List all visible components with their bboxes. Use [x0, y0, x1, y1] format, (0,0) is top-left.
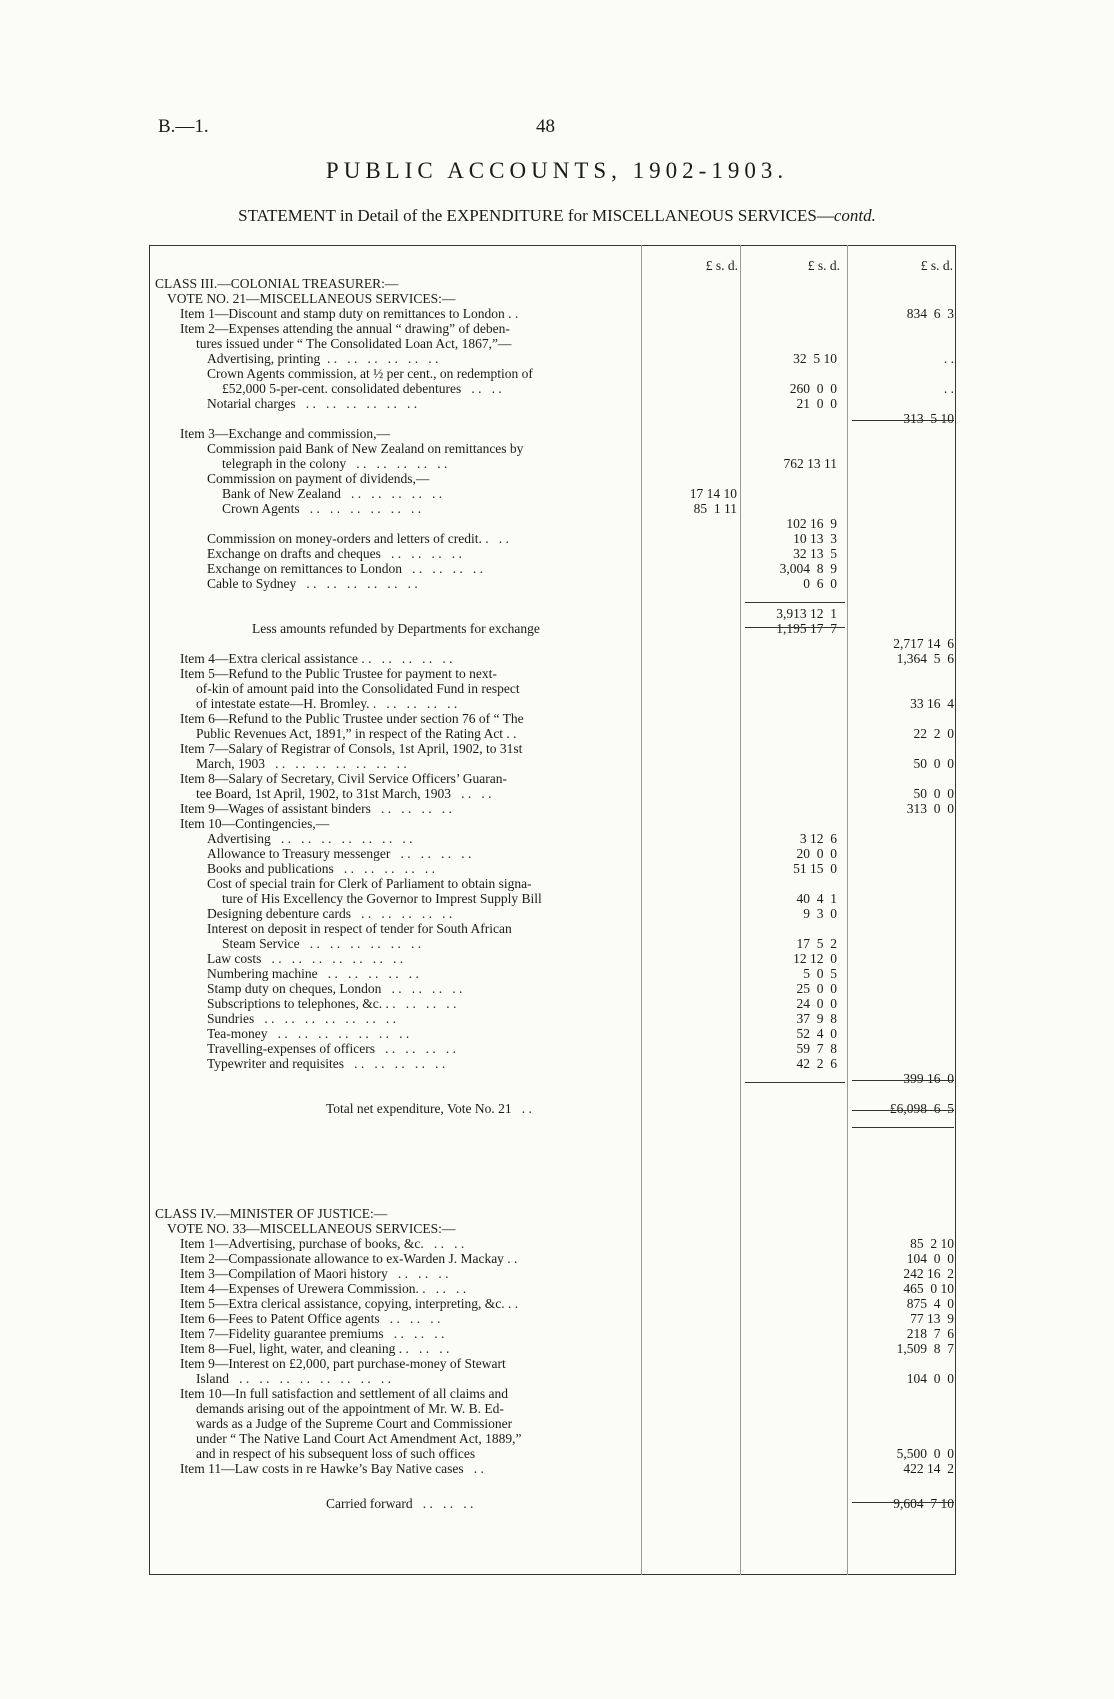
- ledger-line: demands arising out of the appointment of Mr. W. B. Ed-: [196, 1401, 504, 1416]
- amount-c3: 399 16 0: [903, 1071, 954, 1086]
- ledger-line: Exchange on remittances to London . . . . . . . .: [207, 561, 483, 576]
- amount-c2: 40 4 1: [796, 891, 837, 906]
- sum-rule: [852, 1080, 954, 1081]
- amount-c3: 33 16 4: [910, 696, 954, 711]
- amount-c2: 0 6 0: [803, 576, 837, 591]
- sum-rule: [852, 1110, 954, 1111]
- amount-c2: 102 16 9: [786, 516, 837, 531]
- amount-c2: 9 3 0: [803, 906, 837, 921]
- amount-c3: . .: [943, 381, 954, 396]
- amount-c1: 17 14 10: [689, 486, 737, 501]
- column-divider: [641, 245, 642, 1575]
- ledger-line: Exchange on drafts and cheques . . . . . . . .: [207, 546, 462, 561]
- document-code: B.—1.: [158, 116, 209, 137]
- amount-c2: 10 13 3: [793, 531, 837, 546]
- amount-c2: 42 2 6: [796, 1056, 837, 1071]
- ledger-line: VOTE NO. 21—MISCELLANEOUS SERVICES:—: [167, 291, 456, 306]
- ledger-line: Island . . . . . . . . . . . . . . . .: [196, 1371, 391, 1386]
- ledger-line: wards as a Judge of the Supreme Court and Commissioner: [196, 1416, 513, 1431]
- ledger-line: Item 7—Fidelity guarantee premiums . . . . . .: [180, 1326, 445, 1341]
- statement-subtitle: [0, 206, 1114, 226]
- ledger-line: Interest on deposit in respect of tender for South African: [207, 921, 512, 936]
- ledger-line: of intestate estate—H. Bromley. . . . . . . . . .: [196, 696, 458, 711]
- ledger-line: Item 6—Fees to Patent Office agents . . . . . .: [180, 1311, 441, 1326]
- ledger-line: Item 10—In full satisfaction and settlement of all claims and: [180, 1386, 509, 1401]
- ledger-line: under “ The Native Land Court Act Amendment Act, 1889,”: [196, 1431, 522, 1446]
- ledger-line: Item 5—Extra clerical assistance, copying, interpreting, &c. . .: [180, 1296, 519, 1311]
- ledger-line: Advertising, printing . . . . . . . . . . . .: [207, 351, 439, 366]
- amount-c3: 422 14 2: [903, 1461, 954, 1476]
- amount-c3: 50 0 0: [913, 786, 954, 801]
- ledger-line: Designing debenture cards . . . . . . . . . .: [207, 906, 453, 921]
- ledger-line: Item 9—Wages of assistant binders . . . . . . . .: [180, 801, 452, 816]
- sum-rule: [852, 420, 954, 421]
- ledger-line: Public Revenues Act, 1891,” in respect of the Rating Act . .: [196, 726, 517, 741]
- ledger-line: ture of His Excellency the Governor to Imprest Supply Bill: [222, 891, 542, 906]
- amount-c2: 17 5 2: [796, 936, 837, 951]
- ledger-line: tee Board, 1st April, 1902, to 31st March, 1903 . . . .: [196, 786, 492, 801]
- amount-c2: 20 0 0: [796, 846, 837, 861]
- amount-c3: £6,098 6 5: [889, 1101, 954, 1116]
- ledger-line: Bank of New Zealand . . . . . . . . . .: [222, 486, 443, 501]
- ledger-line: telegraph in the colony . . . . . . . . . .: [222, 456, 448, 471]
- ledger-line: tures issued under “ The Consolidated Loan Act, 1867,”—: [196, 336, 512, 351]
- amount-c1: 85 1 11: [693, 501, 737, 516]
- amount-c2: 25 0 0: [796, 981, 837, 996]
- amount-c2: 59 7 8: [796, 1041, 837, 1056]
- amount-c3: 465 0 10: [903, 1281, 954, 1296]
- sum-rule: [745, 1082, 845, 1083]
- ledger-line: Travelling-expenses of officers . . . . . . . .: [207, 1041, 456, 1056]
- ledger-line: Stamp duty on cheques, London . . . . . . . .: [207, 981, 463, 996]
- amount-c3: 834 6 3: [906, 306, 954, 321]
- ledger-line: of-kin of amount paid into the Consolidated Fund in respect: [196, 681, 520, 696]
- ledger-line: Item 4—Extra clerical assistance . . . . . . . . . .: [180, 651, 453, 666]
- amount-c2: 12 12 0: [793, 951, 837, 966]
- ledger-line: Steam Service . . . . . . . . . . . .: [222, 936, 422, 951]
- ledger-line: Item 2—Compassionate allowance to ex-Warden J. Mackay . .: [180, 1251, 518, 1266]
- ledger-line: Item 10—Contingencies,—: [180, 816, 330, 831]
- amount-c3: 77 13 9: [910, 1311, 954, 1326]
- ledger-line: Item 11—Law costs in re Hawke’s Bay Native cases . .: [180, 1461, 484, 1476]
- sum-rule: [745, 602, 845, 603]
- ledger-line: Allowance to Treasury messenger . . . . . . . .: [207, 846, 472, 861]
- ledger-line: Numbering machine . . . . . . . . . .: [207, 966, 419, 981]
- column-header-1: £ s. d.: [705, 258, 738, 273]
- amount-c2: 3,913 12 1: [776, 606, 837, 621]
- ledger-line: Commission on money-orders and letters of credit. . . .: [207, 531, 509, 546]
- ledger-line: Carried forward . . . . . .: [326, 1496, 474, 1511]
- ledger-line: and in respect of his subsequent loss of such offices: [196, 1446, 476, 1461]
- amount-c2: 24 0 0: [796, 996, 837, 1011]
- amount-c3: 875 4 0: [906, 1296, 954, 1311]
- ledger-line: Law costs . . . . . . . . . . . . . .: [207, 951, 404, 966]
- sum-rule: [852, 1502, 954, 1503]
- ledger-line: VOTE NO. 33—MISCELLANEOUS SERVICES:—: [167, 1221, 456, 1236]
- amount-c2: 3 12 6: [799, 831, 837, 846]
- ledger-line: Item 7—Salary of Registrar of Consols, 1st April, 1902, to 31st: [180, 741, 523, 756]
- ledger-line: Item 8—Salary of Secretary, Civil Service Officers’ Guaran-: [180, 771, 507, 786]
- ledger-line: Cable to Sydney . . . . . . . . . . . .: [207, 576, 418, 591]
- amount-c2: 21 0 0: [796, 396, 837, 411]
- amount-c3: 2,717 14 6: [893, 636, 954, 651]
- ledger-line: March, 1903 . . . . . . . . . . . . . .: [196, 756, 407, 771]
- ledger-line: Sundries . . . . . . . . . . . . . .: [207, 1011, 396, 1026]
- amount-c3: 313 0 0: [906, 801, 954, 816]
- amount-c3: 104 0 0: [906, 1251, 954, 1266]
- amount-c3: 22 2 0: [913, 726, 954, 741]
- amount-c3: 313 5 10: [903, 411, 954, 426]
- sum-rule: [745, 627, 845, 628]
- ledger-line: Item 2—Expenses attending the annual “ drawing” of deben-: [180, 321, 510, 336]
- ledger-line: Total net expenditure, Vote No. 21 . .: [326, 1101, 532, 1116]
- ledger-line: Commission on payment of dividends,—: [207, 471, 430, 486]
- amount-c2: 1,195 17 7: [776, 621, 837, 636]
- amount-c3: 50 0 0: [913, 756, 954, 771]
- ledger-line: Item 4—Expenses of Urewera Commission. . . . . .: [180, 1281, 467, 1296]
- ledger-line: Typewriter and requisites . . . . . . . . . .: [207, 1056, 446, 1071]
- ledger-line: Item 1—Advertising, purchase of books, &c. . . . .: [180, 1236, 465, 1251]
- amount-c2: 32 13 5: [793, 546, 837, 561]
- amount-c3: 9,604 7 10: [893, 1496, 954, 1511]
- ledger-line: Less amounts refunded by Departments for exchange: [252, 621, 540, 636]
- ledger-line: Books and publications . . . . . . . . . .: [207, 861, 435, 876]
- column-header-3: £ s. d.: [920, 258, 953, 273]
- subtitle-main: STATEMENT in Detail of the EXPENDITURE for MISCELLANEOUS SERVICES—: [238, 206, 834, 225]
- amount-c2: 32 5 10: [793, 351, 837, 366]
- ledger-line: £52,000 5-per-cent. consolidated debentures . . . .: [222, 381, 502, 396]
- ledger-line: Item 9—Interest on £2,000, part purchase-money of Stewart: [180, 1356, 506, 1371]
- ledger-line: Subscriptions to telephones, &c. . . . . . . . .: [207, 996, 457, 1011]
- amount-c3: 218 7 6: [906, 1326, 954, 1341]
- ledger-line: Item 3—Compilation of Maori history . . . . . .: [180, 1266, 449, 1281]
- ledger-line: Item 6—Refund to the Public Trustee under section 76 of “ The: [180, 711, 524, 726]
- ledger-line: Tea-money . . . . . . . . . . . . . .: [207, 1026, 410, 1041]
- column-header-2: £ s. d.: [807, 258, 840, 273]
- ledger-line: CLASS III.—COLONIAL TREASURER:—: [155, 276, 399, 291]
- ledger-line: Item 8—Fuel, light, water, and cleaning . . . . . .: [180, 1341, 450, 1356]
- total-rule: [852, 1127, 954, 1128]
- amount-c3: 1,509 8 7: [896, 1341, 954, 1356]
- ledger-line: Notarial charges . . . . . . . . . . . .: [207, 396, 418, 411]
- page-number: 48: [536, 116, 555, 137]
- ledger-line: Item 1—Discount and stamp duty on remittances to London . .: [180, 306, 519, 321]
- ledger-line: Commission paid Bank of New Zealand on remittances by: [207, 441, 524, 456]
- ledger-line: Item 3—Exchange and commission,—: [180, 426, 390, 441]
- amount-c3: 1,364 5 6: [896, 651, 954, 666]
- amount-c3: . .: [943, 351, 954, 366]
- amount-c2: 762 13 11: [783, 456, 837, 471]
- amount-c3: 242 16 2: [903, 1266, 954, 1281]
- ledger-line: Advertising . . . . . . . . . . . . . .: [207, 831, 413, 846]
- amount-c2: 37 9 8: [796, 1011, 837, 1026]
- amount-c2: 51 15 0: [793, 861, 837, 876]
- amount-c3: 104 0 0: [906, 1371, 954, 1386]
- ledger-line: Item 5—Refund to the Public Trustee for payment to next-: [180, 666, 497, 681]
- amount-c3: 5,500 0 0: [896, 1446, 954, 1461]
- ledger-line: Crown Agents commission, at ½ per cent., on redemption of: [207, 366, 533, 381]
- amount-c2: 5 0 5: [803, 966, 837, 981]
- subtitle-contd: contd.: [833, 206, 876, 225]
- ledger-line: Crown Agents . . . . . . . . . . . .: [222, 501, 422, 516]
- amount-c2: 52 4 0: [796, 1026, 837, 1041]
- ledger-line: CLASS IV.—MINISTER OF JUSTICE:—: [155, 1206, 388, 1221]
- ledger-line: Cost of special train for Clerk of Parliament to obtain signa-: [207, 876, 532, 891]
- page-title: PUBLIC ACCOUNTS, 1902-1903.: [325, 158, 789, 183]
- amount-c2: 3,004 8 9: [779, 561, 837, 576]
- amount-c2: 260 0 0: [789, 381, 837, 396]
- amount-c3: 85 2 10: [910, 1236, 954, 1251]
